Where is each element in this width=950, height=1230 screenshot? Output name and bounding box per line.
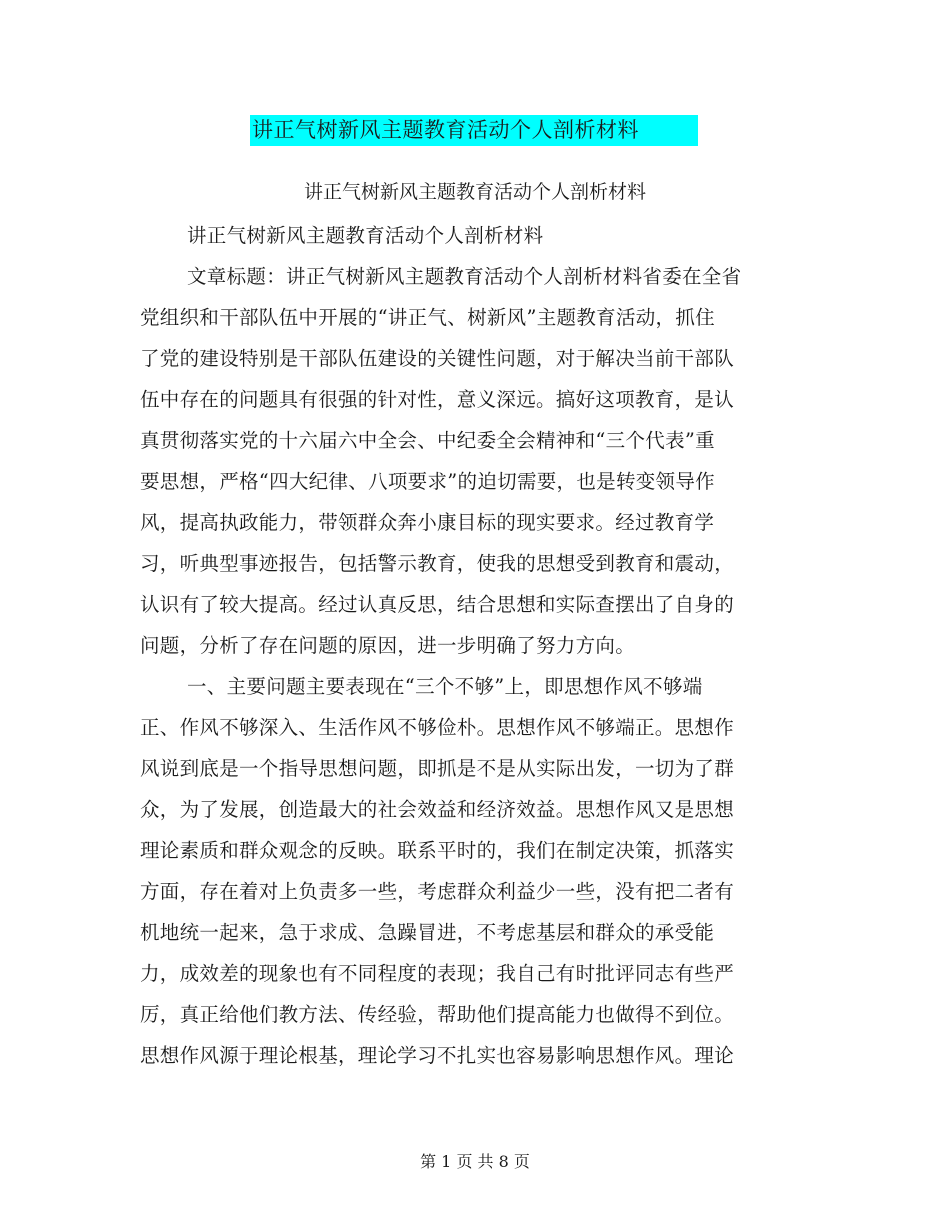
page-number: 第 1 页 共 8 页 (420, 1152, 530, 1171)
body-line: 风，提高执政能力，带领群众奔小康目标的现实要求。经过教育学 (140, 511, 715, 534)
document-subtitle: 讲正气树新风主题教育活动个人剖析材料 (303, 181, 646, 203)
body-line: 文章标题：讲正气树新风主题教育活动个人剖析材料省委在全省 (187, 265, 742, 288)
body-line: 机地统一起来，急于求成、急躁冒进，不考虑基层和群众的承受能 (140, 921, 715, 944)
body-line: 认识有了较大提高。经过认真反思，结合思想和实际查摆出了自身的 (140, 593, 735, 616)
body-line: 问题，分析了存在问题的原因，进一步明确了努力方向。 (140, 634, 636, 657)
body-line: 思想作风源于理论根基，理论学习不扎实也容易影响思想作风。理论 (140, 1044, 735, 1067)
body-line: 众，为了发展，创造最大的社会效益和经济效益。思想作风又是思想 (140, 798, 735, 821)
body-line: 伍中存在的问题具有很强的针对性，意义深远。搞好这项教育，是认 (140, 388, 735, 411)
body-line: 风说到底是一个指导思想问题，即抓是不是从实际出发，一切为了群 (140, 757, 735, 780)
body-line: 理论素质和群众观念的反映。联系平时的，我们在制定决策，抓落实 (140, 839, 735, 862)
body-line: 力，成效差的现象也有不同程度的表现；我自己有时批评同志有些严 (140, 962, 735, 985)
body-line: 要思想，严格“四大纪律、八项要求”的迫切需要，也是转变领导作 (140, 470, 715, 493)
body-line: 了党的建设特别是干部队伍建设的关键性问题，对于解决当前干部队 (140, 347, 735, 370)
body-line: 一、主要问题主要表现在“三个不够”上，即思想作风不够端 (187, 675, 703, 698)
document-title: 讲正气树新风主题教育活动个人剖析材料 (250, 115, 698, 146)
body-line: 方面，存在着对上负责多一些，考虑群众利益少一些，没有把二者有 (140, 880, 735, 903)
body-line: 厉，真正给他们教方法、传经验，帮助他们提高能力也做得不到位。 (140, 1003, 735, 1026)
body-line: 党组织和干部队伍中开展的“讲正气、树新风”主题教育活动，抓住 (140, 306, 715, 329)
body-line: 讲正气树新风主题教育活动个人剖析材料 (187, 224, 544, 247)
body-line: 真贯彻落实党的十六届六中全会、中纪委全会精神和“三个代表”重 (140, 429, 715, 452)
body-line: 正、作风不够深入、生活作风不够俭朴。思想作风不够端正。思想作 (140, 716, 735, 739)
body-line: 习，听典型事迹报告，包括警示教育，使我的思想受到教育和震动， (140, 552, 735, 575)
